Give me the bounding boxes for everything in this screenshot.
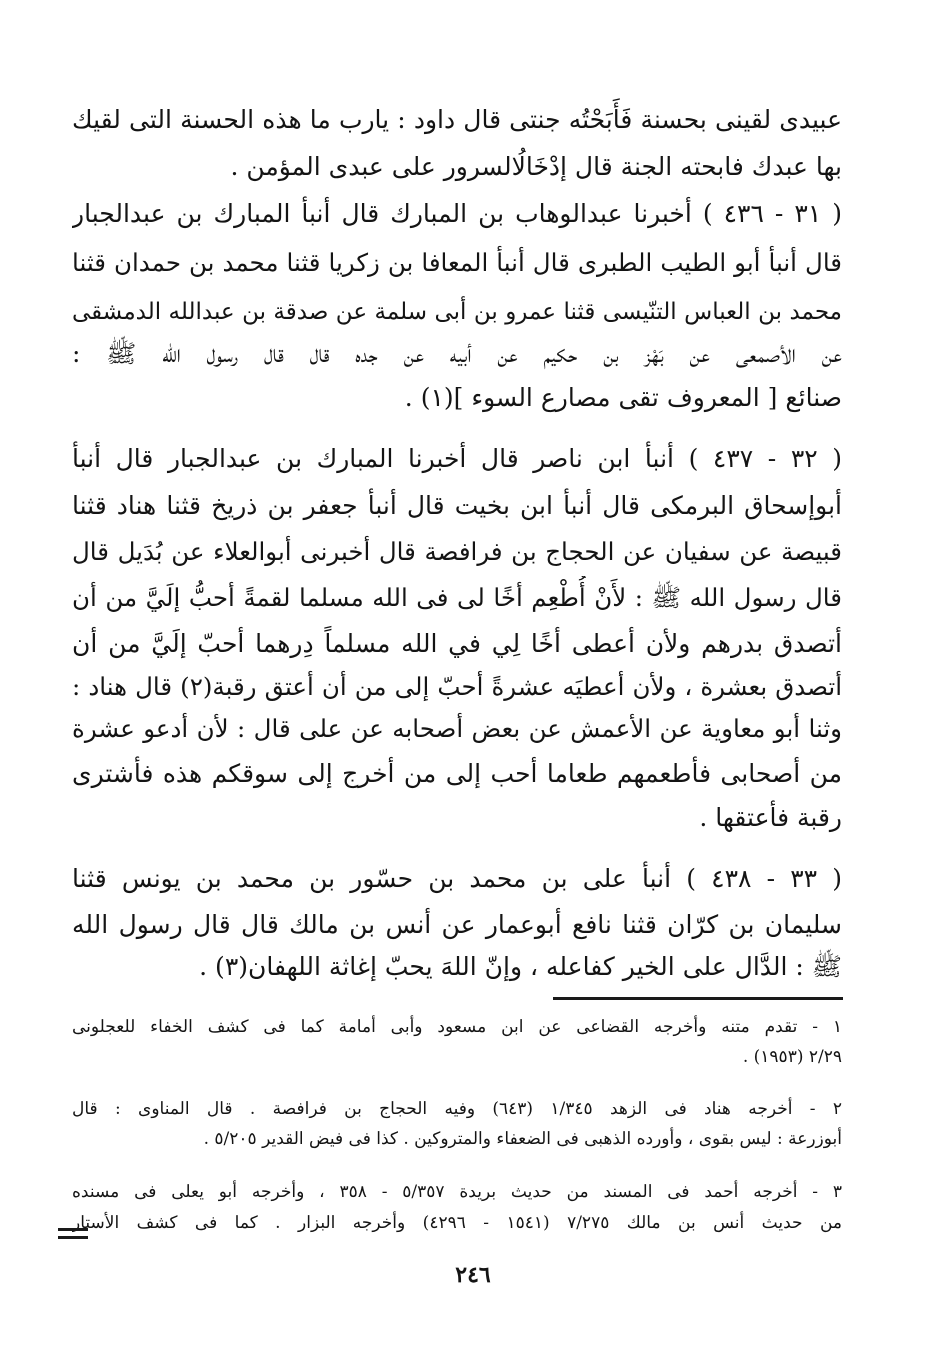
hadith-438-heading-line: ( ٣٣ - ٤٣٨ ) أنبأ على بن محمد بن حسّور بن محمد بن يونس قثنا: [72, 864, 842, 893]
body-line: قبيصة عن سفيان عن الحجاج بن فرافصة قال أخبرنى أبوالعلاء عن بُدَيل قال: [72, 537, 842, 566]
page-number: ٢٤٦: [455, 1262, 491, 1288]
body-line: قال رسول الله ﷺ : لأَنْ أُطْعِم أخًا لى فى الله مسلما لقمةً أحبُّ إلَيَّ من أن: [72, 583, 842, 612]
footnote-1-line: ١ - تقدم متنه وأخرجه القضاعى عن ابن مسعود وأبى أمامة كما فى كشف الخفاء للعجلونى: [72, 1017, 842, 1037]
hadith-436-heading-line: ( ٣١ - ٤٣٦ ) أخبرنا عبدالوهاب بن المبارك قال أنبأ المبارك بن عبدالجبار: [72, 199, 842, 228]
body-line: ﷺ : الدَّال على الخير كفاعله ، وإنّ اللهَ يحبّ إغاثة اللهفان(٣) .: [199, 952, 842, 981]
footnote-3-line: من حديث أنس بن مالك ٧/٢٧٥ (١٥٤١ - ٤٢٩٦) وأخرجه البزار . كما فى كشف الأستار: [72, 1213, 842, 1233]
body-line: أتصدق بعشرة ، ولأن أعطيَه عشرةً أحبّ إلى من أن أعتق رقبة(٢) قال هناد :: [72, 672, 842, 701]
footnote-separator: [553, 997, 843, 1000]
hadith-437-heading-line: ( ٣٢ - ٤٣٧ ) أنبأ ابن ناصر قال أخبرنا المبارك بن عبدالجبار قال أنبأ: [72, 444, 842, 473]
body-line: عن الأصمعى عن بَهْز بن حكيم عن أبيه عن جده قال قال رسول الله ﷺ :: [72, 339, 842, 368]
body-line: صنائع [ المعروف تقى مصارع السوء ](١) .: [404, 383, 842, 412]
footnote-2-line: ٢ - أخرجه هناد فى الزهد ١/٣٤٥ (٦٤٣) وفيه الحجاج بن فرافصة . قال المناوى : قال: [72, 1099, 842, 1119]
body-line: محمد بن العباس التنّيسى قثنا عمرو بن أبى سلمة عن صدقة بن عبدالله الدمشقى: [72, 299, 842, 325]
body-line: وثنا أبو معاوية عن الأعمش عن بعض أصحابه عن على قال : لأن أدعو عشرة: [72, 714, 842, 743]
body-line: عبيدى لقينى بحسنة فَأَبَحْتُه جنتى قال داود : يارب ما هذه الحسنة التى لقيك: [72, 105, 842, 134]
footnote-2-line: أبوزرعة : ليس بقوى ، وأورده الذهبى فى الضعفاء والمتروكين . كذا فى فيض القدير ٥/٢٠٥ .: [203, 1129, 842, 1149]
body-line: سليمان بن كرّان قثنا نافع أبوعمار عن أنس بن مالك قال قال رسول الله: [72, 910, 842, 939]
body-line: أبوإسحاق البرمكى قال أنبأ ابن بخيت قال أنبأ جعفر بن ذريخ قثنا هناد قثنا: [72, 491, 842, 520]
footnote-3-line: ٣ - أخرجه أحمد فى المسند من حديث بريدة ٥/٣٥٧ - ٣٥٨ ، وأخرجه أبو يعلى فى مسنده: [72, 1182, 842, 1202]
body-line: بها عبدك فابحته الجنة قال إدْخَالُالسرور على عبدى المؤمن .: [230, 152, 842, 181]
body-line: قال أنبأ أبو الطيب الطبرى قال أنبأ المعافا بن زكريا قثنا محمد بن حمدان قثنا: [72, 248, 842, 277]
body-line: من أصحابى فأطعمهم طعاما أحب إلى من أخرج إلى سوقكم هذه فأشترى: [72, 759, 842, 788]
body-line: رقبة فأعتقها .: [699, 803, 842, 832]
footnote-1-line: ٢/٢٩ (١٩٥٣) .: [742, 1047, 842, 1067]
body-line: أتصدق بدرهم ولأن أعطى أخًا لِي في الله مسلماً دِرهما أحبّ إلَيَّ من أن: [72, 629, 842, 658]
continuation-mark-icon: [58, 1228, 88, 1238]
